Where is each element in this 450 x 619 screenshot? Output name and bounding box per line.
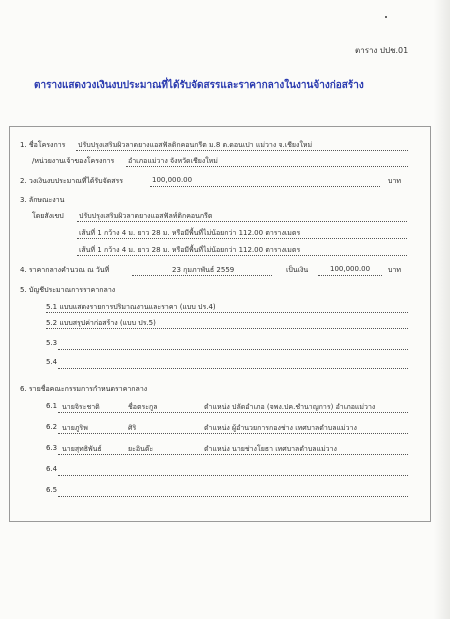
work-detail-line-2: เส้นที่ 1 กว้าง 4 ม. ยาว 28 ม. หรือมีพื้นที่ไม่น้อยกว่า 112.00 ตารางเมตร	[79, 246, 301, 254]
project-name-label: 1. ชื่อโครงการ	[20, 141, 66, 149]
work-type-label: 3. ลักษณะงาน	[20, 196, 65, 204]
committee-num-4: 6.4	[46, 465, 58, 473]
committee-surname-1: ชื่อตระกูล	[128, 403, 158, 411]
scan-speck	[385, 16, 387, 18]
amount-unit: บาท	[388, 266, 401, 274]
work-summary-value: ปรับปรุงเสริมผิวลาดยางแอสฟัลท์ติกคอนกรีต	[79, 212, 213, 220]
work-detail-rule-1	[77, 238, 407, 239]
price-list-5-3-line	[58, 349, 408, 350]
price-list-5-4-line	[58, 368, 408, 369]
committee-surname-3: ยะอินต๊ะ	[128, 445, 154, 453]
committee-name-3: นายสุทธิพันธ์	[62, 445, 102, 453]
agency-value: อำเภอแม่วาง จังหวัดเชียงใหม่	[128, 157, 218, 165]
work-detail-rule-2	[77, 255, 407, 256]
committee-surname-2: ศิริ	[128, 424, 137, 432]
committee-num-2: 6.2	[46, 423, 58, 431]
committee-position-2: ตำแหน่ง ผู้อำนวยการกองช่าง เทศบาลตำบลแม่วาง	[204, 424, 357, 432]
work-summary-line	[77, 221, 407, 222]
price-list-label: 5. บัญชีประมาณการราคากลาง	[20, 286, 116, 294]
agency-label: /หน่วยงานเจ้าของโครงการ	[32, 157, 115, 165]
price-list-5-2-line	[46, 328, 408, 329]
document-title: ตารางแสดงวงเงินงบประมาณที่ได้รับจัดสรรและราคากลางในงานจ้างก่อสร้าง	[34, 80, 364, 91]
committee-line-2	[58, 433, 408, 434]
committee-position-3: ตำแหน่ง นายช่างโยธา เทศบาลตำบลแม่วาง	[204, 445, 337, 453]
committee-label: 6. รายชื่อคณะกรรมการกำหนดราคากลาง	[20, 385, 148, 393]
price-list-5-1: 5.1 แบบแสดงรายการปริมาณงานและราคา (แบบ ปร.4)	[46, 303, 216, 311]
reference-date-value: 23 กุมภาพันธ์ 2559	[172, 266, 235, 274]
price-list-5-2: 5.2 แบบสรุปค่าก่อสร้าง (แบบ ปร.5)	[46, 319, 156, 327]
reference-date-line	[132, 275, 272, 276]
budget-line	[150, 186, 380, 187]
price-list-5-3: 5.3	[46, 339, 58, 347]
committee-num-5: 6.5	[46, 486, 58, 494]
amount-value: 100,000.00	[330, 265, 371, 273]
document-code: ตาราง ปปช.01	[355, 46, 409, 55]
reference-date-label: 4. ราคากลางคำนวณ ณ วันที่	[20, 266, 110, 274]
price-list-5-1-line	[46, 312, 408, 313]
committee-name-1: นายจิระชาติ	[62, 403, 100, 411]
amount-label: เป็นเงิน	[286, 266, 309, 274]
committee-line-3	[58, 454, 408, 455]
amount-line	[318, 275, 382, 276]
price-list-5-4: 5.4	[46, 358, 58, 366]
committee-num-1: 6.1	[46, 402, 58, 410]
committee-line-5	[58, 496, 408, 497]
page-edge-shadow	[434, 0, 450, 619]
committee-name-2: นายภูริพ	[62, 424, 88, 432]
committee-line-1	[58, 412, 408, 413]
work-summary-label: โดยสังเขป	[32, 212, 64, 220]
committee-num-3: 6.3	[46, 444, 58, 452]
committee-position-1: ตำแหน่ง ปลัดอำเภอ (จพง.ปค.ชำนาญการ) อำเภอแม่วาง	[204, 403, 376, 411]
project-name-line	[76, 150, 408, 151]
committee-line-4	[58, 475, 408, 476]
budget-label: 2. วงเงินงบประมาณที่ได้รับจัดสรร	[20, 177, 124, 185]
budget-value: 100,000.00	[152, 176, 193, 184]
project-name-value: ปรับปรุงเสริมผิวลาดยางแอสฟัลติกคอนกรีต ม.8 ต.ดอนเปา แม่วาง จ.เชียงใหม่	[78, 141, 313, 149]
work-detail-line-1: เส้นที่ 1 กว้าง 4 ม. ยาว 28 ม. หรือมีพื้นที่ไม่น้อยกว่า 112.00 ตารางเมตร	[79, 229, 301, 237]
budget-unit: บาท	[388, 177, 401, 185]
agency-line	[126, 166, 408, 167]
